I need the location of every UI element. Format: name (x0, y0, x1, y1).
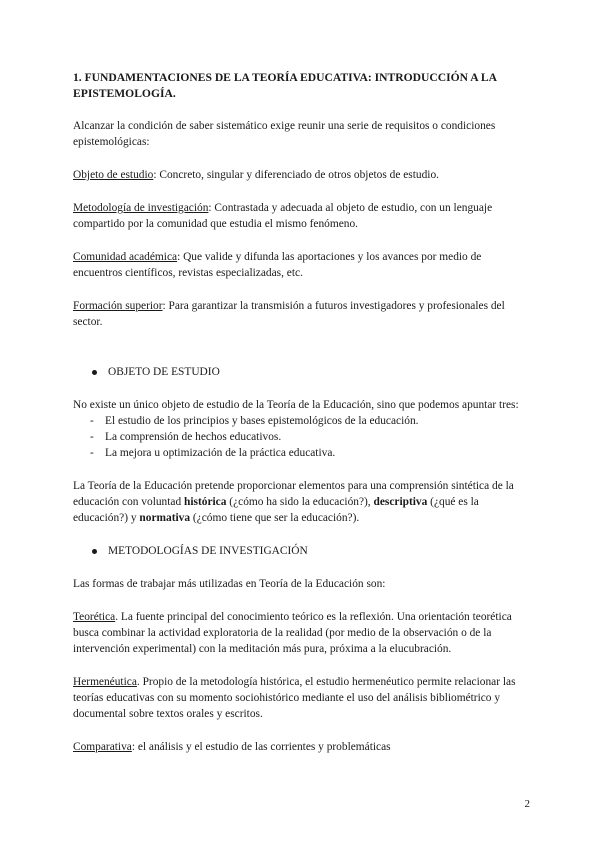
page-number: 2 (524, 798, 530, 810)
section-heading-object (92, 364, 531, 380)
requirement-term: Comunidad académica (73, 251, 178, 263)
bold-term-historica: histórica (184, 496, 227, 508)
list-item-text: El estudio de los principios y bases epistemológicos de la educación. (105, 415, 419, 427)
section-heading-text: OBJETO DE ESTUDIO (108, 366, 220, 378)
method-hermeneutic (73, 674, 531, 722)
intro-paragraph: Alcanzar la condición de saber sistemático exige reunir una serie de requisitos o condiciones epistemológicas: (73, 120, 496, 148)
page-content (73, 70, 531, 755)
bold-term-descriptiva: descriptiva (373, 496, 428, 508)
objects-list (73, 413, 531, 461)
requirement-text: : Para garantizar la transmisión a futuros investigadores y profesionales del sector. (73, 300, 505, 328)
method-text: . Propio de la metodología histórica, el estudio hermenéutico permite relacionar las teorías educativas con su momento sociohistórico mediante el uso del análisis bibliométrico y documental sobre textos orales y escritos. (73, 676, 516, 720)
list-item (73, 445, 531, 461)
dash-marker: - (90, 415, 94, 427)
requirement-term: Formación superior (73, 300, 163, 312)
page-title: 1. FUNDAMENTACIONES DE LA TEORÍA EDUCATIVA: INTRODUCCIÓN A LA EPISTEMOLOGÍA. (73, 71, 497, 100)
text-run: (¿cómo tiene que ser la educación?). (190, 512, 360, 524)
method-comparative (73, 739, 531, 755)
requirement-object (73, 167, 531, 183)
requirement-term: Objeto de estudio (73, 169, 154, 181)
text-run: (¿qué es la educación?) y (73, 496, 479, 524)
list-item (73, 413, 531, 429)
list-item (73, 429, 531, 445)
section2-intro: Las formas de trabajar más utilizadas en Teoría de la Educación son: (73, 578, 386, 590)
requirement-text: : Que valide y difunda las aportaciones y los avances por medio de encuentros científicos, revistas especializadas, etc. (73, 251, 482, 279)
method-term: Comparativa (73, 741, 132, 753)
text-run: La Teoría de la Educación pretende proporcionar elementos para una comprensión sintética de la educación con voluntad (73, 480, 514, 508)
requirement-methodology (73, 200, 531, 232)
requirement-text: : Contrastada y adecuada al objeto de estudio, con un lenguaje compartido por la comunidad que estudia el mismo fenómeno. (73, 202, 493, 230)
method-theoretical (73, 609, 531, 657)
list-item-text: La mejora u optimización de la práctica educativa. (105, 447, 336, 459)
bold-term-normativa: normativa (139, 512, 191, 524)
method-term: Teorética (73, 611, 116, 623)
requirement-training (73, 298, 531, 330)
requirement-text: : Concreto, singular y diferenciado de otros objetos de estudio. (153, 169, 440, 181)
section-heading-methodologies (92, 543, 531, 559)
method-term: Hermenéutica (73, 676, 137, 688)
requirement-term: Metodología de investigación (73, 202, 209, 214)
requirement-community (73, 249, 531, 281)
method-text: . La fuente principal del conocimiento teórico es la reflexión. Una orientación teorética busca combinar la actividad exploratoria de la realidad (por medio de la observación o de la intervención experimental) con la meditación más pura, próxima a la elucubración. (73, 611, 512, 655)
method-text: : el análisis y el estudio de las corrientes y problemáticas (131, 741, 391, 753)
list-item-text: La comprensión de hechos educativos. (105, 431, 282, 443)
section1-paragraph (73, 478, 531, 526)
section-heading-text: METODOLOGÍAS DE INVESTIGACIÓN (108, 545, 308, 557)
dash-marker: - (90, 447, 94, 459)
text-run: (¿cómo ha sido la educación?), (226, 496, 374, 508)
section1-intro: No existe un único objeto de estudio de la Teoría de la Educación, sino que podemos apuntar tres: (73, 399, 519, 411)
bullet-dot-icon (92, 549, 97, 554)
bullet-dot-icon (92, 370, 97, 375)
dash-marker: - (90, 431, 94, 443)
